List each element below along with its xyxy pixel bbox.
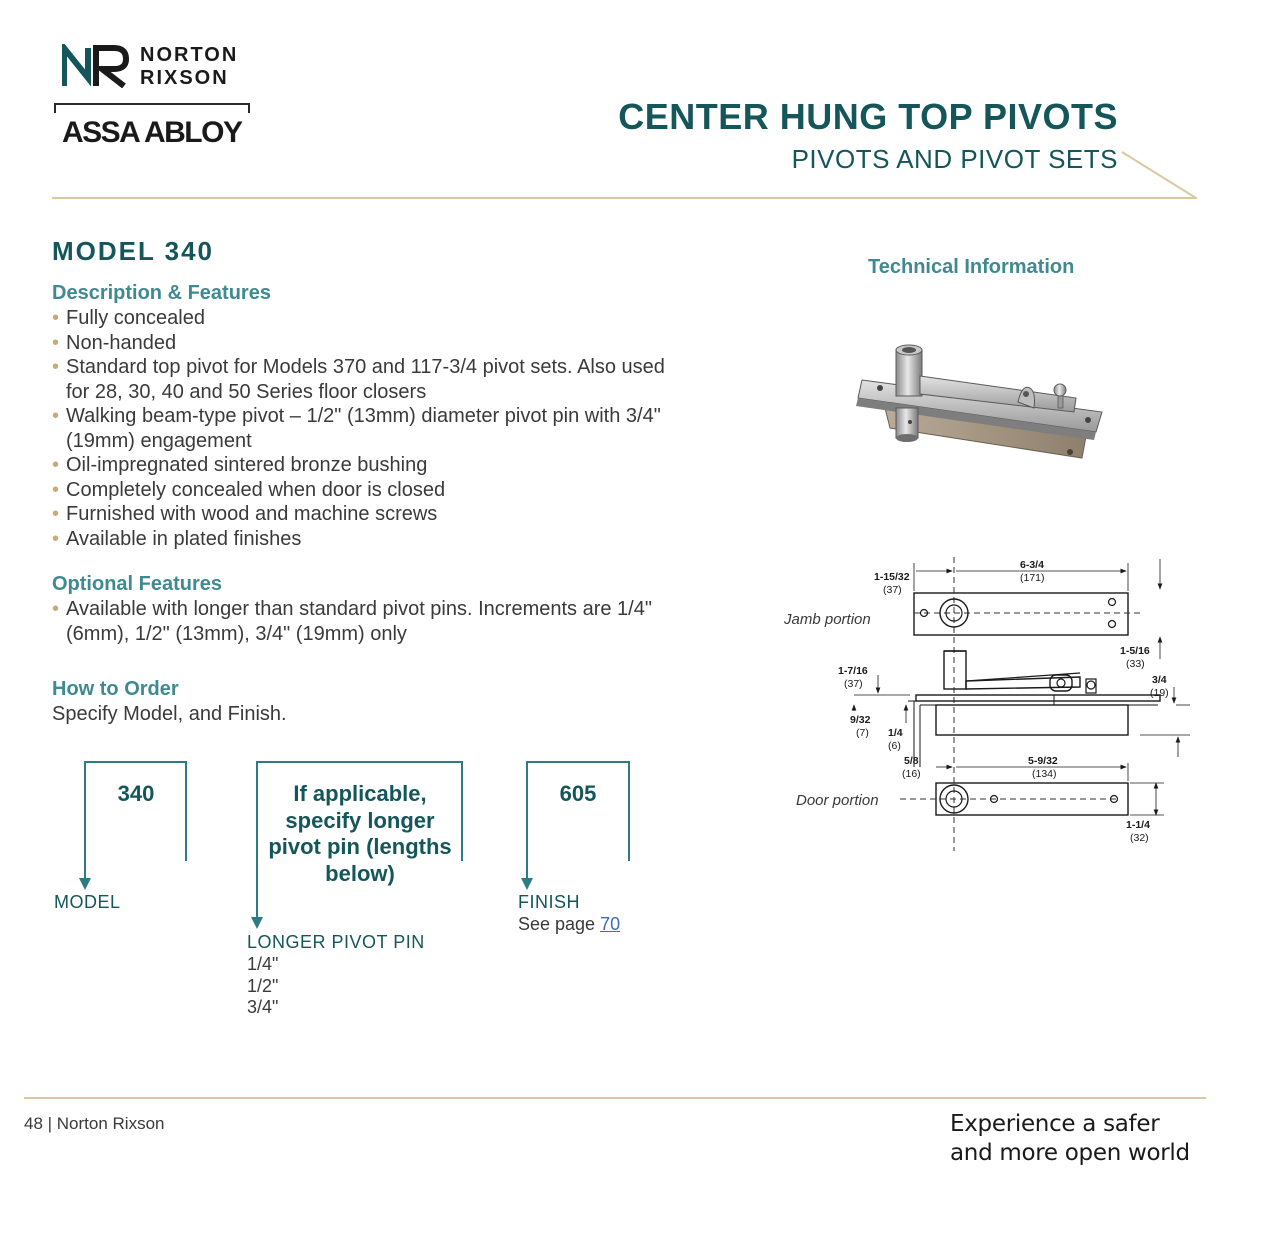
- dim-c: 1-5/16: [1120, 645, 1150, 657]
- footer-divider: [24, 1097, 1206, 1099]
- list-item: • Standard top pivot for Models 370 and 117-3/4 pivot sets. Also used for 28, 30, 40 and 50 Series floor closers: [52, 355, 672, 404]
- dim-d-mm: (37): [844, 678, 863, 690]
- optional-features-list: [52, 597, 672, 646]
- dim-e-mm: (19): [1150, 687, 1169, 699]
- dimension-drawing: [780, 555, 1200, 855]
- dim-a-mm: (37): [883, 584, 902, 596]
- slogan-line-1: Experience a safer: [950, 1111, 1160, 1137]
- how-to-order-text: Specify Model, and Finish.: [52, 703, 287, 725]
- technical-info-title: Technical Information: [868, 256, 1075, 278]
- dim-i-mm: (134): [1032, 768, 1057, 780]
- dim-e: 3/4: [1152, 674, 1167, 686]
- optional-features-title: Optional Features: [52, 573, 223, 595]
- finish-label: FINISH: [518, 892, 581, 912]
- finish-arrow-icon: [521, 878, 533, 890]
- dim-g-mm: (6): [888, 740, 901, 752]
- model-value: 340: [117, 781, 155, 806]
- list-item: • Fully concealed: [52, 306, 672, 331]
- dim-j: 1-1/4: [1126, 819, 1150, 831]
- slogan-line-2: and more open world: [950, 1140, 1190, 1166]
- norton-rixson-logo-icon: [62, 44, 134, 88]
- finish-page-link[interactable]: 70: [600, 914, 621, 934]
- page-title: CENTER HUNG TOP PIVOTS: [618, 96, 1118, 137]
- dim-g: 1/4: [888, 727, 903, 739]
- model-label: MODEL: [54, 892, 121, 912]
- finish-value: 605: [559, 781, 597, 806]
- description-title: Description & Features: [52, 282, 271, 304]
- model-arrow-icon: [79, 878, 91, 890]
- list-item: • Available with longer than standard pivot pins. Increments are 1/4" (6mm), 1/2" (13mm), 3/4" (19mm) only: [52, 597, 672, 646]
- finish-bracket: [526, 761, 630, 861]
- dim-j-mm: (32): [1130, 832, 1149, 844]
- pin-option: 3/4": [247, 997, 279, 1017]
- brand-line-1: NORTON: [140, 44, 239, 66]
- model-bracket: [84, 761, 187, 861]
- dim-d: 1-7/16: [838, 665, 868, 677]
- finish-note: [518, 914, 620, 936]
- dim-h: 5/8: [904, 755, 919, 767]
- description-list: [52, 306, 672, 551]
- footer-slogan: [950, 1110, 1190, 1168]
- list-item: • Furnished with wood and machine screws: [52, 502, 672, 527]
- brand-line-2: RIXSON: [140, 67, 229, 89]
- pin-option: 1/2": [247, 975, 279, 996]
- list-item: • Available in plated finishes: [52, 527, 672, 552]
- door-portion-label: Door portion: [796, 792, 879, 809]
- pin-option: 1/4": [247, 954, 279, 974]
- pin-arrow-icon: [251, 917, 263, 929]
- dim-b-mm: (171): [1020, 572, 1045, 584]
- dim-c-mm: (33): [1126, 658, 1145, 670]
- how-to-order-title: How to Order: [52, 678, 179, 700]
- footer-page-info: 48 | Norton Rixson: [24, 1114, 165, 1133]
- corner-accent-icon: [1120, 150, 1200, 200]
- list-item: • Oil-impregnated sintered bronze bushing: [52, 453, 672, 478]
- dim-i: 5-9/32: [1028, 755, 1058, 767]
- finish-note-text: See page: [518, 914, 601, 934]
- model-arrow-line: [84, 761, 86, 879]
- dim-h-mm: (16): [902, 768, 921, 780]
- dim-a: 1-15/32: [874, 571, 910, 583]
- pin-options: [247, 954, 278, 1019]
- list-item: • Completely concealed when door is closed: [52, 478, 672, 503]
- model-title: MODEL 340: [52, 236, 215, 266]
- dim-b: 6-3/4: [1020, 559, 1044, 571]
- dim-f-mm: (7): [856, 727, 869, 739]
- header-divider: [52, 197, 1197, 199]
- finish-arrow-line: [526, 761, 528, 879]
- pin-value: If applicable, specify longer pivot pin (lengths below): [268, 781, 452, 886]
- jamb-portion-label: Jamb portion: [784, 611, 871, 628]
- list-item: • Walking beam-type pivot – 1/2" (13mm) diameter pivot pin with 3/4" (19mm) engagement: [52, 404, 672, 453]
- dim-f: 9/32: [850, 714, 871, 726]
- page-subtitle: PIVOTS AND PIVOT SETS: [791, 144, 1118, 174]
- pin-arrow-line: [256, 761, 258, 918]
- assa-abloy-logo: ASSA ABLOY: [62, 116, 242, 149]
- brand-divider: [54, 103, 250, 113]
- pin-label: LONGER PIVOT PIN: [247, 932, 425, 952]
- pivot-product-photo: [850, 336, 1110, 486]
- list-item: • Non-handed: [52, 331, 672, 356]
